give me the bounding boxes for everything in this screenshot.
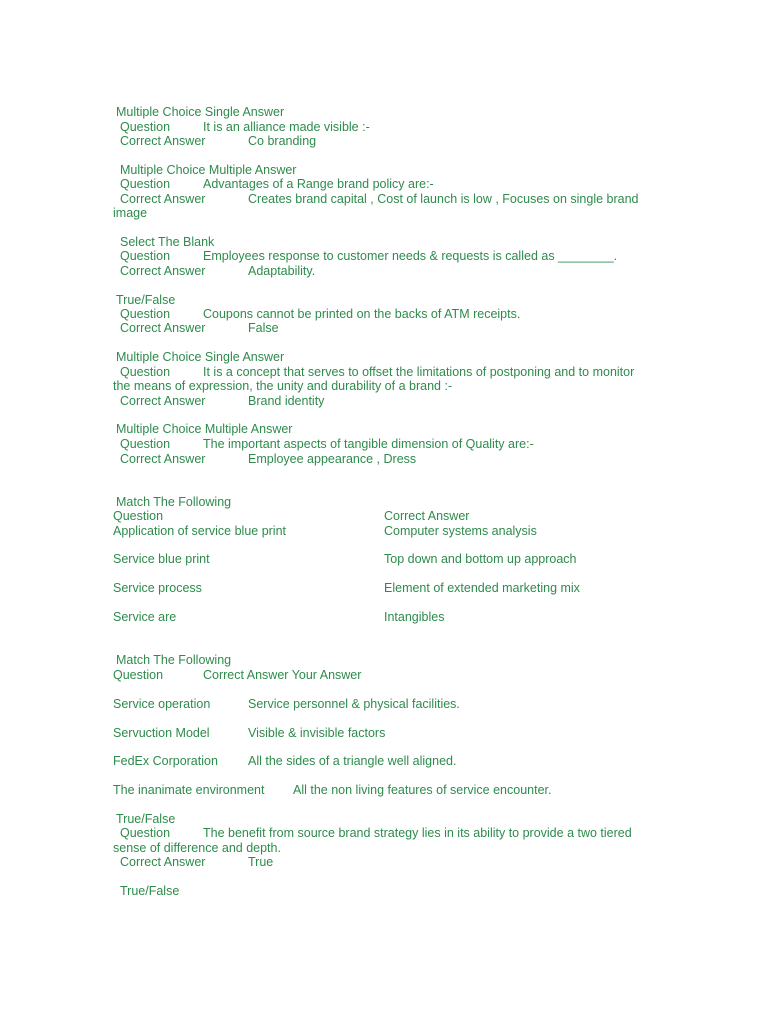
match-row-answer: Visible & invisible factors	[248, 726, 386, 740]
correct-answer-label: Correct Answer	[120, 855, 206, 869]
match-row-answer: All the non living features of service encounter.	[293, 783, 552, 797]
block-type-label: Match The Following	[116, 653, 232, 667]
question-text: Advantages of a Range brand policy are:-	[203, 177, 434, 191]
block-type-label: Select The Blank	[120, 235, 215, 249]
question-text-continued: sense of difference and depth.	[113, 841, 281, 855]
match-column-question-header: Question	[113, 509, 164, 523]
match-column-answer-header: Correct Answer Your Answer	[203, 668, 362, 682]
match-row-question: Service process	[113, 581, 202, 595]
question-text: Employees response to customer needs & requests is called as ________.	[203, 249, 618, 263]
match-column-answer-header: Correct Answer	[384, 509, 470, 523]
question-text: It is a concept that serves to offset the limitations of postponing and to monitor	[203, 365, 635, 379]
question-label: Question	[120, 177, 171, 191]
question-text-continued: the means of expression, the unity and durability of a brand :-	[113, 379, 453, 393]
block-type-label: Match The Following	[116, 495, 232, 509]
block-type-label: Multiple Choice Single Answer	[116, 350, 285, 364]
question-label: Question	[120, 249, 171, 263]
correct-answer-label: Correct Answer	[120, 192, 206, 206]
match-row-question: FedEx Corporation	[113, 754, 218, 768]
match-row-answer: Intangibles	[384, 610, 445, 624]
block-type-label: Multiple Choice Multiple Answer	[116, 422, 293, 436]
match-row-question: Service are	[113, 610, 177, 624]
correct-answer-text-continued: image	[113, 206, 148, 220]
question-text: It is an alliance made visible :-	[203, 120, 370, 134]
correct-answer-label: Correct Answer	[120, 321, 206, 335]
match-row-answer: Element of extended marketing mix	[384, 581, 580, 595]
correct-answer-text: Co branding	[248, 134, 317, 148]
correct-answer-text: Creates brand capital , Cost of launch is low , Focuses on single brand	[248, 192, 639, 206]
question-label: Question	[120, 826, 171, 840]
block-type-label: Multiple Choice Multiple Answer	[120, 163, 297, 177]
question-label: Question	[120, 307, 171, 321]
match-row-answer: Top down and bottom up approach	[384, 552, 577, 566]
correct-answer-text: Employee appearance , Dress	[248, 452, 417, 466]
question-text: The important aspects of tangible dimension of Quality are:-	[203, 437, 534, 451]
match-row-question: Service blue print	[113, 552, 210, 566]
match-row-question: The inanimate environment	[113, 783, 265, 797]
block-type-label: True/False	[116, 293, 176, 307]
match-row-answer: Computer systems analysis	[384, 524, 537, 538]
correct-answer-text: Adaptability.	[248, 264, 316, 278]
block-type-label: True/False	[120, 884, 180, 898]
match-row-answer: All the sides of a triangle well aligned.	[248, 754, 457, 768]
block-type-label: Multiple Choice Single Answer	[116, 105, 285, 119]
match-column-question-header: Question	[113, 668, 164, 682]
correct-answer-label: Correct Answer	[120, 452, 206, 466]
question-text: Coupons cannot be printed on the backs of ATM receipts.	[203, 307, 521, 321]
correct-answer-label: Correct Answer	[120, 264, 206, 278]
question-label: Question	[120, 437, 171, 451]
question-label: Question	[120, 120, 171, 134]
correct-answer-text: True	[248, 855, 274, 869]
block-type-label: True/False	[116, 812, 176, 826]
match-row-answer: Service personnel & physical facilities.	[248, 697, 460, 711]
match-row-question: Application of service blue print	[113, 524, 287, 538]
question-text: The benefit from source brand strategy lies in its ability to provide a two tiered	[203, 826, 632, 840]
correct-answer-label: Correct Answer	[120, 134, 206, 148]
match-row-question: Service operation	[113, 697, 211, 711]
correct-answer-text: Brand identity	[248, 394, 325, 408]
match-row-question: Servuction Model	[113, 726, 210, 740]
correct-answer-text: False	[248, 321, 279, 335]
correct-answer-label: Correct Answer	[120, 394, 206, 408]
question-label: Question	[120, 365, 171, 379]
